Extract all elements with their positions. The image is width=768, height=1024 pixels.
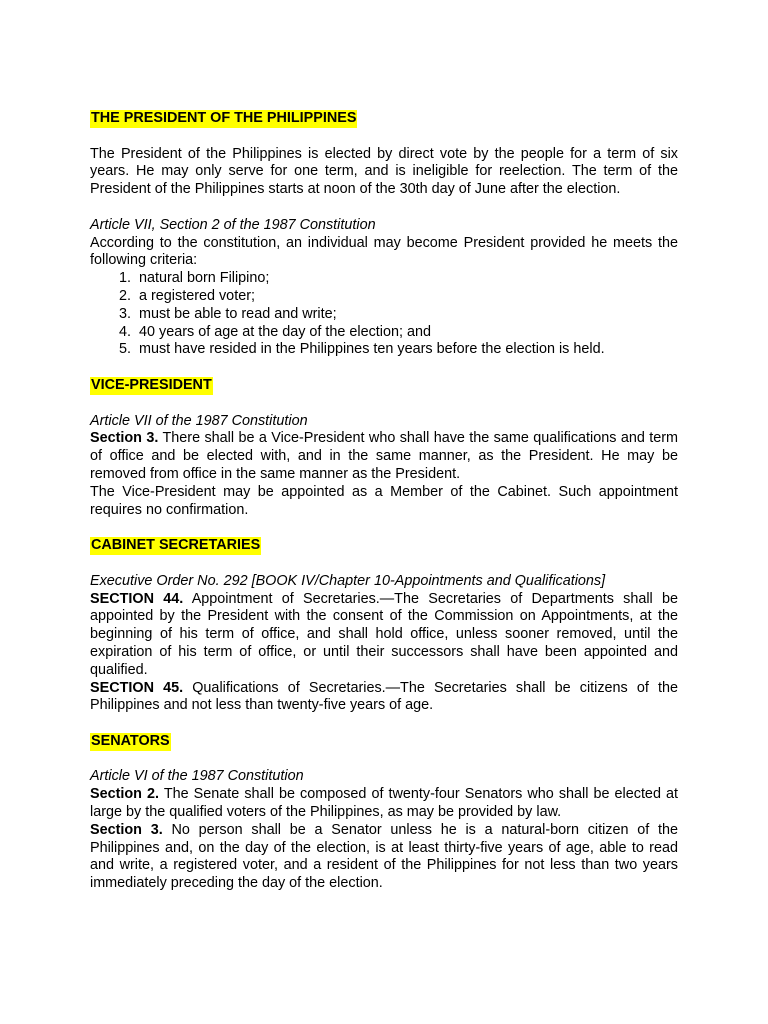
president-heading-wrap [90,110,678,128]
vice-president-source: Article VII of the 1987 Constitution [90,412,308,429]
vice-president-note: The Vice-President may be appointed as a Member of the Cabinet. Such appointment requires no confirmation. [90,483,678,518]
section-label: Section 2. [90,786,160,803]
section-text: No person shall be a Senator unless he is a natural-born citizen of the Philippines and, on the day of the election, is at least thirty-five years of age, able to read and write, a registered voter, and a resident of the Philippines for not less than two years immediately preceding the day of the election. [90,821,678,892]
senators-heading: SENATORS [91,732,170,749]
president-criteria-intro: According to the constitution, an individual may become President provided he meets the following criteria: [90,234,678,269]
president-heading: THE PRESIDENT OF THE PHILIPPINES [91,110,357,126]
senators-section-2 [90,786,678,822]
section-label: SECTION 45. [90,679,184,696]
president-intro: The President of the Philippines is elected by direct vote by the people for a term of six years. He may only serve for one term, and is ineligible for reelection. The term of the President of the Philippines starts at noon of the 30th day of June after the election. [90,145,678,198]
cabinet-section-44 [90,591,678,680]
section-label: Section 3. [90,430,159,447]
section-text: Qualifications of Secretaries.—The Secretaries shall be citizens of the Philippines and not less than twenty-five years of age. [90,679,679,714]
president-criteria-list [90,270,678,359]
section-text: There shall be a Vice-President who shall have the same qualifications and term of office and be elected with, and in the same manner, as the President. He may be removed from office in the same manner as the President. [90,430,679,482]
senators-source: Article VI of the 1987 Constitution [90,768,304,785]
list-item: 4. 40 years of age at the day of the election; and [135,324,678,342]
president-source: Article VII, Section 2 of the 1987 Constitution [90,216,376,233]
cabinet-section-45 [90,680,678,716]
list-item: 3. must be able to read and write; [135,306,678,324]
cabinet-heading-wrap [90,537,678,555]
senators-heading-wrap [90,733,678,751]
section-text: The Senate shall be composed of twenty-four Senators who shall be elected at large by the qualified voters of the Philippines, as may be provided by law. [90,786,678,821]
list-item: 1. natural born Filipino; [135,270,678,288]
senators-section-3 [90,822,678,893]
section-label: SECTION 44. [90,590,184,607]
section-text: Appointment of Secretaries.—The Secretaries of Departments shall be appointed by the President with the consent of the Commission on Appointments, at the beginning of his term of office, and shall hold office, unless sooner removed, until the expiration of his term of office, or until their successors shall have been appointed and qualified. [90,590,679,678]
vice-president-heading-wrap [90,377,678,395]
cabinet-source: Executive Order No. 292 [BOOK IV/Chapter 10-Appointments and Qualifications] [90,572,606,589]
vice-president-section-3 [90,430,678,483]
list-item: 2. a registered voter; [135,288,678,306]
cabinet-heading: CABINET SECRETARIES [91,537,261,554]
list-item: 5. must have resided in the Philippines ten years before the election is held. [135,341,678,359]
section-label: Section 3. [90,821,163,838]
document-page [90,110,678,893]
vice-president-heading: VICE-PRESIDENT [91,376,212,393]
